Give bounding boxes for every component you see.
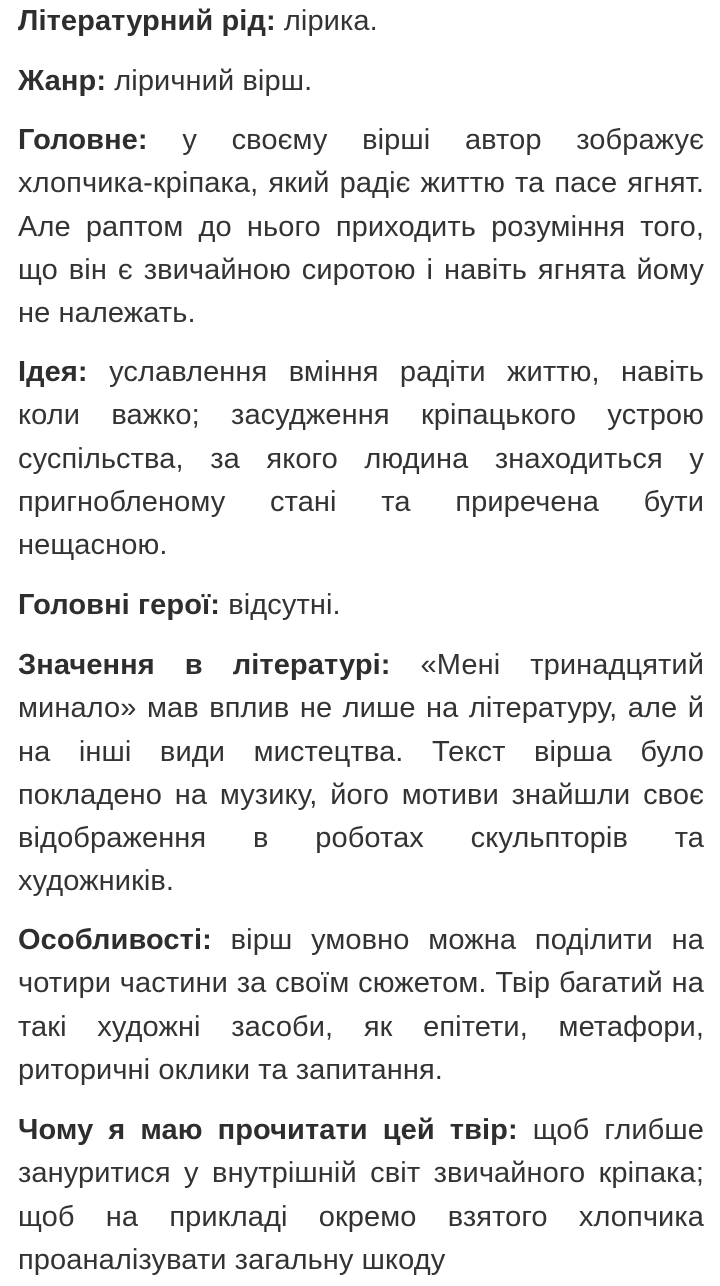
section-main-content (18, 119, 704, 335)
section-label: Ідея: (18, 356, 88, 388)
section-label: Головне: (18, 124, 148, 156)
section-label: Жанр: (18, 65, 107, 97)
section-text: уславлення вміння радіти життю, навіть коли важко; засудження кріпацького устрою суспільства, за якого людина знаходиться у пригнобленому стані та приречена бути нещасною. (18, 356, 704, 562)
section-genre (18, 60, 704, 103)
section-text: лірика. (275, 5, 378, 37)
section-why-read (18, 1109, 704, 1282)
section-idea (18, 351, 704, 567)
section-features (18, 919, 704, 1092)
section-label: Особливості: (18, 924, 212, 956)
section-label: Літературний рід: (18, 5, 276, 37)
section-text: ліричний вірш. (106, 65, 313, 97)
section-significance (18, 644, 704, 904)
section-text: відсутні. (220, 589, 341, 621)
section-text: вірш умовно можна поділити на чотири частини за своїм сюжетом. Твір багатий на такі художні засоби, як епітети, метафори, риторичні оклики та запитання. (18, 924, 704, 1086)
section-label: Головні герої: (18, 589, 221, 621)
section-main-characters (18, 584, 704, 627)
section-label: Значення в літературі: (18, 649, 391, 681)
section-text: «Мені тринадцятий минало» мав вплив не лише на літературу, але й на інші види мистецтва. Текст вірша було покладено на музику, його мотиви знайшли своє відображення в роботах скульпторів та художників. (18, 649, 704, 898)
section-literary-genus (18, 0, 704, 43)
section-text: щоб глибше зануритися у внутрішній світ звичайного кріпака; щоб на прикладі окремо взятого хлопчика проаналізувати загальну шкоду (18, 1114, 704, 1276)
section-label: Чому я маю прочитати цей твір: (18, 1114, 518, 1146)
section-text: у своєму вірші автор зображує хлопчика-кріпака, який радіє життю та пасе ягнят. Але раптом до нього приходить розуміння того, що він є звичайною сиротою і навіть ягнята йому не належать. (18, 124, 704, 330)
